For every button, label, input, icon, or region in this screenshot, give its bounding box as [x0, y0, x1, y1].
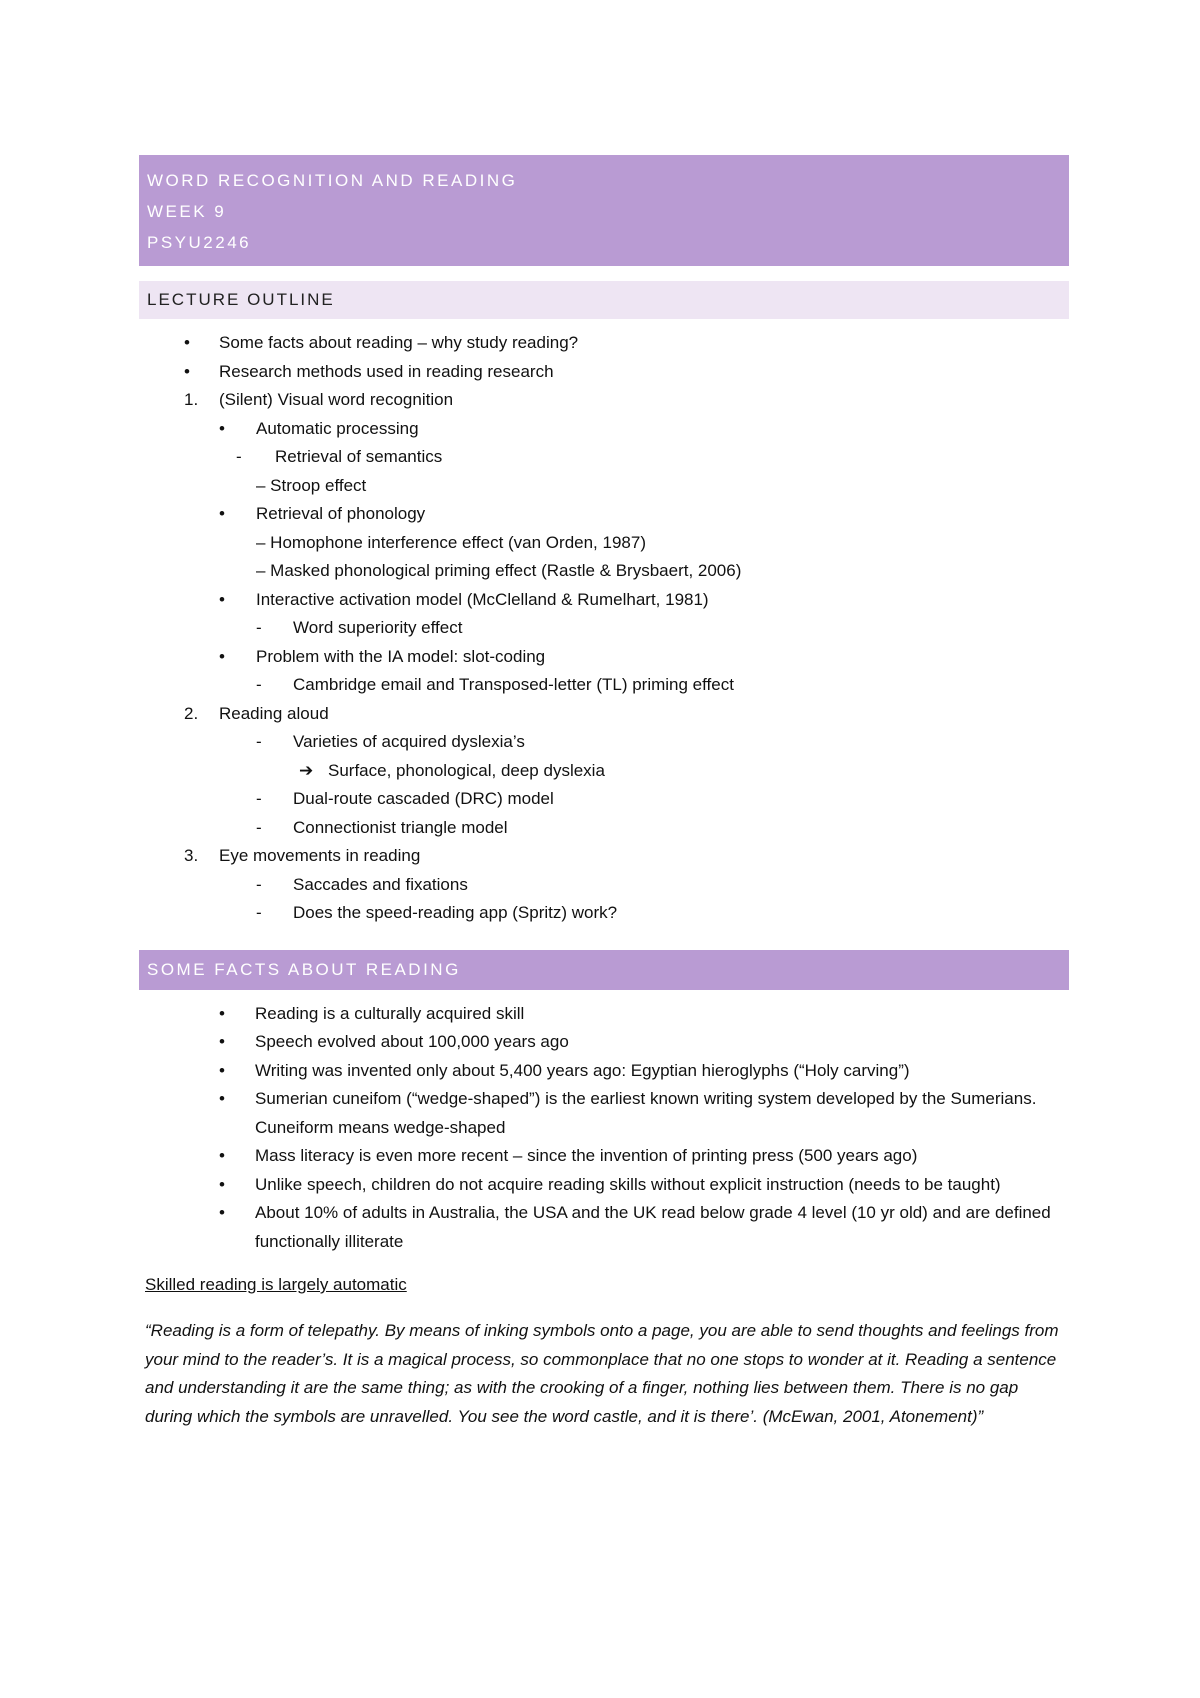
outline-item: • Problem with the IA model: slot-coding	[139, 643, 1069, 672]
bullet-marker: •	[219, 1174, 225, 1194]
bullet-marker: •	[184, 333, 190, 352]
outline-item: - Connectionist triangle model	[139, 814, 1069, 843]
section-subheading: Skilled reading is largely automatic	[145, 1275, 407, 1294]
bullet-marker: •	[219, 1032, 225, 1051]
outline-item: 2. Reading aloud	[139, 700, 1069, 729]
lecture-outline-heading: LECTURE OUTLINE	[139, 281, 1069, 319]
outline-item: - Dual-route cascaded (DRC) model	[139, 785, 1069, 814]
arrow-icon: ➔	[299, 760, 314, 780]
outline-item: - Varieties of acquired dyslexia’s	[139, 728, 1069, 757]
dash-marker: -	[256, 789, 262, 808]
number-marker: 3.	[184, 846, 199, 865]
document-page	[139, 155, 1069, 1431]
bullet-marker: •	[219, 1089, 225, 1108]
outline-item: • Research methods used in reading research	[139, 358, 1069, 387]
bullet-marker: •	[219, 1146, 225, 1165]
bullet-marker: •	[219, 1060, 225, 1080]
fact-item: • About 10% of adults in Australia, the USA and the UK read below grade 4 level (10 yr old) and are defined functionally illiterate	[139, 1199, 1069, 1256]
week-label: WEEK 9	[147, 202, 227, 221]
facts-heading: SOME FACTS ABOUT READING	[139, 950, 1069, 990]
dash-marker: -	[256, 675, 262, 694]
outline-item: • Automatic processing	[139, 415, 1069, 444]
dash-marker: -	[256, 618, 262, 637]
mcewan-quote: “Reading is a form of telepathy. By means of inking symbols onto a page, you are able to send thoughts and feelings from your mind to the reader’s. It is a magical process, so commonplace that no one stops to wonder at it. Reading a sentence and understanding it are the same thing; as with the crooking of a finger, nothing lies between them. There is no gap during which the symbols are unravelled. You see the word castle, and it is there’. (McEwan, 2001, Atonement)”	[145, 1321, 1059, 1426]
outline-item: • Interactive activation model (McClelland & Rumelhart, 1981)	[139, 586, 1069, 615]
fact-item: • Speech evolved about 100,000 years ago	[139, 1028, 1069, 1057]
lecture-outline-list	[139, 329, 1069, 928]
outline-item: - Saccades and fixations	[139, 871, 1069, 900]
outline-item: • Retrieval of phonology	[139, 500, 1069, 529]
bullet-marker: •	[219, 418, 225, 438]
dash-marker: -	[256, 874, 262, 894]
outline-item: 1. (Silent) Visual word recognition	[139, 386, 1069, 415]
number-marker: 1.	[184, 390, 199, 409]
fact-item: • Mass literacy is even more recent – since the invention of printing press (500 years ago)	[139, 1142, 1069, 1171]
outline-item: - Does the speed-reading app (Spritz) work?	[139, 899, 1069, 928]
document-title: WORD RECOGNITION AND READING	[147, 171, 518, 190]
fact-item: • Writing was invented only about 5,400 years ago: Egyptian hieroglyphs (“Holy carving”)	[139, 1057, 1069, 1086]
outline-item: - Cambridge email and Transposed-letter (TL) priming effect	[139, 671, 1069, 700]
dash-marker: -	[256, 903, 262, 922]
course-code: PSYU2246	[147, 233, 252, 252]
dash-marker: -	[256, 817, 262, 837]
bullet-marker: •	[219, 589, 225, 609]
bullet-marker: •	[184, 361, 190, 381]
facts-list	[139, 1000, 1069, 1257]
outline-item: • Some facts about reading – why study reading?	[139, 329, 1069, 358]
bullet-marker: •	[219, 1203, 225, 1222]
bullet-marker: •	[219, 646, 225, 666]
outline-item: - Retrieval of semantics	[139, 443, 1069, 472]
outline-item: – Masked phonological priming effect (Rastle & Brysbaert, 2006)	[256, 561, 742, 580]
title-banner	[139, 155, 1069, 266]
bullet-marker: •	[219, 504, 225, 523]
outline-item: - Word superiority effect	[139, 614, 1069, 643]
fact-item: • Reading is a culturally acquired skill	[139, 1000, 1069, 1029]
bullet-marker: •	[219, 1003, 225, 1023]
outline-item: – Stroop effect	[256, 475, 367, 495]
outline-item: – Homophone interference effect (van Orden, 1987)	[256, 532, 646, 552]
fact-item: • Sumerian cuneifom (“wedge-shaped”) is the earliest known writing system developed by the Sumerians. Cuneiform means wedge-shaped	[139, 1085, 1069, 1142]
outline-item: ➔ Surface, phonological, deep dyslexia	[139, 757, 1069, 786]
outline-item: 3. Eye movements in reading	[139, 842, 1069, 871]
dash-marker: -	[236, 447, 242, 466]
dash-marker: -	[256, 732, 262, 751]
fact-item: • Unlike speech, children do not acquire reading skills without explicit instruction (needs to be taught)	[139, 1171, 1069, 1200]
number-marker: 2.	[184, 703, 199, 723]
